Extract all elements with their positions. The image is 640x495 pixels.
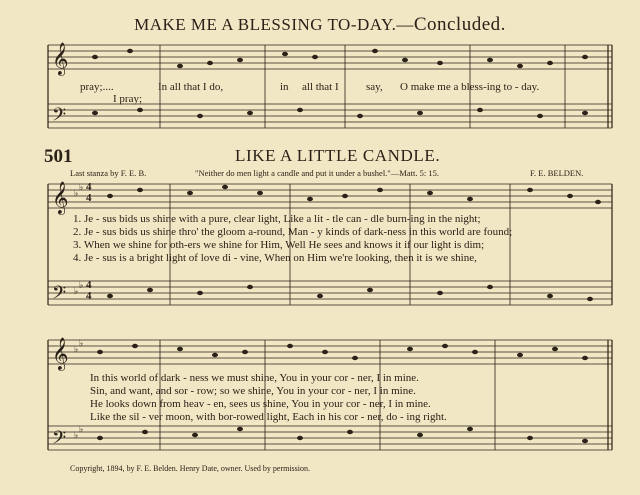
svg-text:𝄢: 𝄢 <box>52 428 67 453</box>
hymn-title: LIKE A LITTLE CANDLE. <box>235 146 441 165</box>
stanza-2-cont: Sin, and want, and sor - row; so we shine, You in your cor - ner, I in mine. <box>90 385 416 397</box>
staff-top-treble <box>48 45 612 69</box>
hymn-number: 501 <box>44 146 73 167</box>
time-sig-bottom: 4 <box>86 192 92 204</box>
staff-3-treble <box>48 340 612 364</box>
svg-text:♭: ♭ <box>74 431 79 441</box>
svg-text:♭: ♭ <box>74 345 79 355</box>
svg-text:𝄢: 𝄢 <box>52 283 67 308</box>
svg-text:♭: ♭ <box>79 183 84 193</box>
time-sig-bottom-bass: 4 <box>86 290 92 302</box>
stanza-4-num: 4. <box>73 252 82 264</box>
stanza-4-line <box>73 252 477 264</box>
stanza-2-num: 2. <box>73 226 82 238</box>
staff-2-bass <box>48 281 612 305</box>
svg-text:𝄞: 𝄞 <box>52 181 69 214</box>
svg-text:♭: ♭ <box>79 425 84 435</box>
stanza-1-line <box>73 213 481 225</box>
svg-text:𝄞: 𝄞 <box>52 337 69 370</box>
hymn-scripture: "Neither do men light a candle and put it under a bushel."—Matt. 5: 15. <box>195 168 439 178</box>
stanza-2-text: Je - sus bids us shine thro' the gloom a-round, Man - y kinds of dark-ness in this world are found; <box>84 226 513 238</box>
stanza-3-cont: He looks down from heav - en, sees us shine, You in your cor - ner, I in mine. <box>90 398 431 410</box>
hymn-composer: F. E. BELDEN. <box>530 168 584 178</box>
time-sig-top: 4 <box>86 181 92 193</box>
top-lyric-4: all that I <box>302 81 339 93</box>
time-sig-top-bass: 4 <box>86 279 92 291</box>
hymn-attribution: Last stanza by F. E. B. <box>70 168 147 178</box>
time-sig-bass <box>86 280 92 302</box>
stanza-2-line <box>73 226 512 238</box>
top-lyric-3: in <box>280 81 289 93</box>
header-dash: — <box>396 15 414 34</box>
svg-text:𝄢: 𝄢 <box>52 105 67 130</box>
stanza-3-line <box>73 239 484 251</box>
copyright-notice: Copyright, 1894, by F. E. Belden. Henry Date, owner. Used by permission. <box>70 464 310 473</box>
top-lyric-1: pray;.... <box>80 81 114 93</box>
svg-text:♭: ♭ <box>79 281 84 291</box>
stanza-4-cont: Like the sil - ver moon, with bor-rowed light, Each in his cor - ner, do - ing right. <box>90 411 447 423</box>
staff-2-treble <box>48 181 612 208</box>
staff-top-bass <box>48 104 612 128</box>
svg-text:𝄞: 𝄞 <box>52 42 69 75</box>
time-sig-treble <box>86 182 92 204</box>
stanza-1-num: 1. <box>73 213 82 225</box>
svg-text:♭: ♭ <box>74 189 79 199</box>
svg-text:♭: ♭ <box>79 339 84 349</box>
top-lyric-lower: I pray; <box>113 93 143 105</box>
stanza-3-text: When we shine for oth-ers we shine for Him, Well He sees and knows it if our light is dim; <box>83 239 485 251</box>
top-lyric-2: In all that I do, <box>158 81 224 93</box>
header-suffix: Concluded. <box>413 14 506 35</box>
stanza-1-text: Je - sus bids us shine with a pure, clear light, Like a lit - tle can - dle burn-ing in the night; <box>84 213 481 225</box>
top-lyric-5: say, <box>366 81 383 93</box>
top-lyric-6: O make me a bless-ing to - day. <box>400 81 540 93</box>
header-title: MAKE ME A BLESSING TO-DAY. <box>134 15 397 34</box>
stanza-1-cont: In this world of dark - ness we must shine, You in your cor - ner, I in mine. <box>90 372 419 384</box>
stanza-4-text: Je - sus is a bright light of love di - vine, When on Him we're looking, then it is we shine, <box>84 252 477 264</box>
svg-text:♭: ♭ <box>74 287 79 297</box>
stanza-3-num: 3. <box>73 239 82 251</box>
